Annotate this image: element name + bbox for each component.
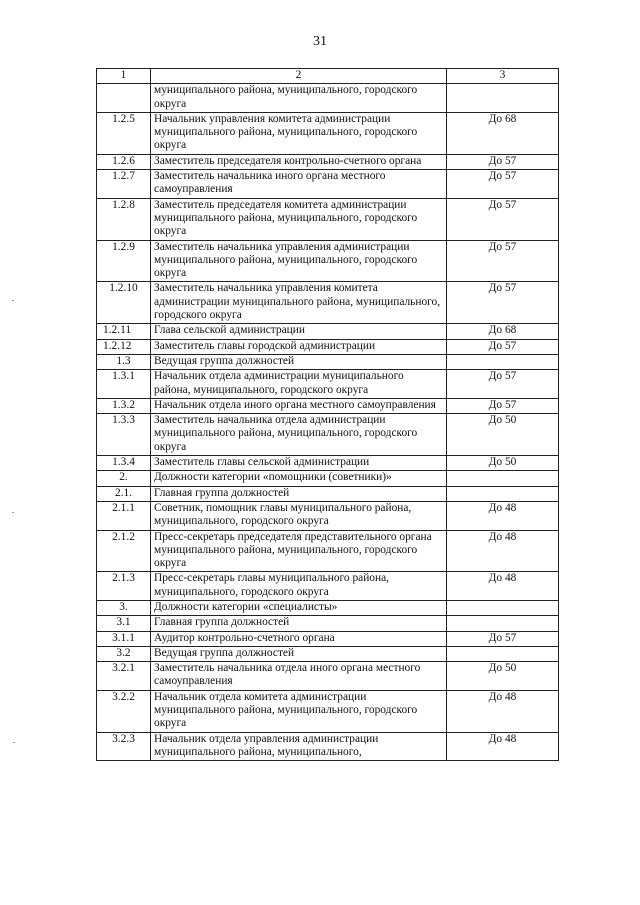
allowance-value: До 57 <box>447 631 559 646</box>
position-name: Главная группа должностей <box>151 616 447 631</box>
table-row <box>97 154 559 169</box>
table-row <box>97 732 559 761</box>
position-name: Заместитель начальника управления комитета администрации муниципального района, муниципального, городского округа <box>151 282 447 324</box>
allowance-value: До 48 <box>447 501 559 530</box>
allowance-value: До 57 <box>447 339 559 354</box>
allowance-value: До 48 <box>447 530 559 572</box>
position-name: Заместитель председателя комитета администрации муниципального района, муниципального, городского округа <box>151 198 447 240</box>
row-number: 1.2.12 <box>97 339 151 354</box>
allowance-value: До 50 <box>447 456 559 471</box>
positions-table <box>96 68 559 761</box>
table-row <box>97 631 559 646</box>
position-name: Заместитель начальника отдела администрации муниципального района, муниципального, городского округа <box>151 414 447 456</box>
scan-speck <box>12 300 14 301</box>
allowance-value <box>447 471 559 486</box>
allowance-value: До 57 <box>447 398 559 413</box>
allowance-value: До 50 <box>447 662 559 691</box>
allowance-value: До 68 <box>447 112 559 154</box>
table-row <box>97 616 559 631</box>
row-number: 2.1. <box>97 486 151 501</box>
row-number: 1.2.9 <box>97 240 151 282</box>
row-number: 1.3 <box>97 354 151 369</box>
allowance-value: До 48 <box>447 732 559 761</box>
row-number: 3.2 <box>97 646 151 661</box>
allowance-value <box>447 84 559 113</box>
position-name: Главная группа должностей <box>151 486 447 501</box>
allowance-value <box>447 600 559 615</box>
allowance-value: До 57 <box>447 282 559 324</box>
header-col-3: 3 <box>447 69 559 84</box>
allowance-value: До 57 <box>447 370 559 399</box>
allowance-value <box>447 616 559 631</box>
row-number: 3.2.1 <box>97 662 151 691</box>
row-number: 3.2.2 <box>97 690 151 732</box>
table-row <box>97 414 559 456</box>
position-name: Начальник отдела администрации муниципального района, муниципального, городского округа <box>151 370 447 399</box>
row-number: 1.3.2 <box>97 398 151 413</box>
position-name: Глава сельской администрации <box>151 324 447 339</box>
table-row <box>97 354 559 369</box>
table-row <box>97 456 559 471</box>
position-name: Начальник отдела управления администрации муниципального района, муниципального, <box>151 732 447 761</box>
position-name: Заместитель главы сельской администрации <box>151 456 447 471</box>
row-number: 3.2.3 <box>97 732 151 761</box>
row-number: 1.3.1 <box>97 370 151 399</box>
allowance-value: До 57 <box>447 240 559 282</box>
table-row <box>97 662 559 691</box>
allowance-value <box>447 486 559 501</box>
row-number: 1.2.7 <box>97 170 151 199</box>
table-row <box>97 198 559 240</box>
position-name: Заместитель председателя контрольно-счетного органа <box>151 154 447 169</box>
table-row <box>97 170 559 199</box>
allowance-value: До 57 <box>447 170 559 199</box>
table-row <box>97 486 559 501</box>
allowance-value: До 48 <box>447 690 559 732</box>
header-col-2: 2 <box>151 69 447 84</box>
table-row <box>97 84 559 113</box>
table-row <box>97 471 559 486</box>
row-number: 1.2.5 <box>97 112 151 154</box>
position-name: Заместитель главы городской администрации <box>151 339 447 354</box>
position-name: Пресс-секретарь председателя представительного органа муниципального района, муниципального, городского округа <box>151 530 447 572</box>
position-name: Заместитель начальника отдела иного органа местного самоуправления <box>151 662 447 691</box>
scan-speck <box>12 512 14 513</box>
row-number: 2. <box>97 471 151 486</box>
position-name: Начальник управления комитета администрации муниципального района, муниципального, городского округа <box>151 112 447 154</box>
row-number: 1.3.3 <box>97 414 151 456</box>
position-name: Пресс-секретарь главы муниципального района, муниципального, городского округа <box>151 572 447 601</box>
table-row <box>97 646 559 661</box>
row-number: 1.2.10 <box>97 282 151 324</box>
allowance-value: До 50 <box>447 414 559 456</box>
row-number: 1.2.6 <box>97 154 151 169</box>
row-number: 1.2.8 <box>97 198 151 240</box>
table-row <box>97 501 559 530</box>
position-name: Начальник отдела комитета администрации муниципального района, муниципального, городского округа <box>151 690 447 732</box>
table-row <box>97 370 559 399</box>
allowance-value: До 57 <box>447 154 559 169</box>
position-name: Должности категории «специалисты» <box>151 600 447 615</box>
position-name: муниципального района, муниципального, городского округа <box>151 84 447 113</box>
row-number: 3.1.1 <box>97 631 151 646</box>
position-name: Аудитор контрольно-счетного органа <box>151 631 447 646</box>
position-name: Ведущая группа должностей <box>151 354 447 369</box>
row-number: 1.3.4 <box>97 456 151 471</box>
table-row <box>97 112 559 154</box>
table-row <box>97 339 559 354</box>
row-number: 1.2.11 <box>97 324 151 339</box>
table-row <box>97 240 559 282</box>
allowance-value: До 57 <box>447 198 559 240</box>
table-row <box>97 572 559 601</box>
allowance-value: До 48 <box>447 572 559 601</box>
table-row <box>97 282 559 324</box>
table-header-row <box>97 69 559 84</box>
table-row <box>97 398 559 413</box>
position-name: Должности категории «помощники (советники)» <box>151 471 447 486</box>
row-number: 3.1 <box>97 616 151 631</box>
table-row <box>97 600 559 615</box>
position-name: Ведущая группа должностей <box>151 646 447 661</box>
row-number: 3. <box>97 600 151 615</box>
header-col-1: 1 <box>97 69 151 84</box>
allowance-value <box>447 354 559 369</box>
allowance-value: До 68 <box>447 324 559 339</box>
page-number: 31 <box>313 34 327 49</box>
table-row <box>97 324 559 339</box>
table-row <box>97 690 559 732</box>
position-name: Заместитель начальника иного органа местного самоуправления <box>151 170 447 199</box>
scan-speck <box>13 742 15 743</box>
row-number <box>97 84 151 113</box>
table-row <box>97 530 559 572</box>
row-number: 2.1.3 <box>97 572 151 601</box>
position-name: Заместитель начальника управления администрации муниципального района, муниципального, городского округа <box>151 240 447 282</box>
row-number: 2.1.2 <box>97 530 151 572</box>
position-name: Начальник отдела иного органа местного самоуправления <box>151 398 447 413</box>
row-number: 2.1.1 <box>97 501 151 530</box>
position-name: Советник, помощник главы муниципального района, муниципального, городского округа <box>151 501 447 530</box>
allowance-value <box>447 646 559 661</box>
